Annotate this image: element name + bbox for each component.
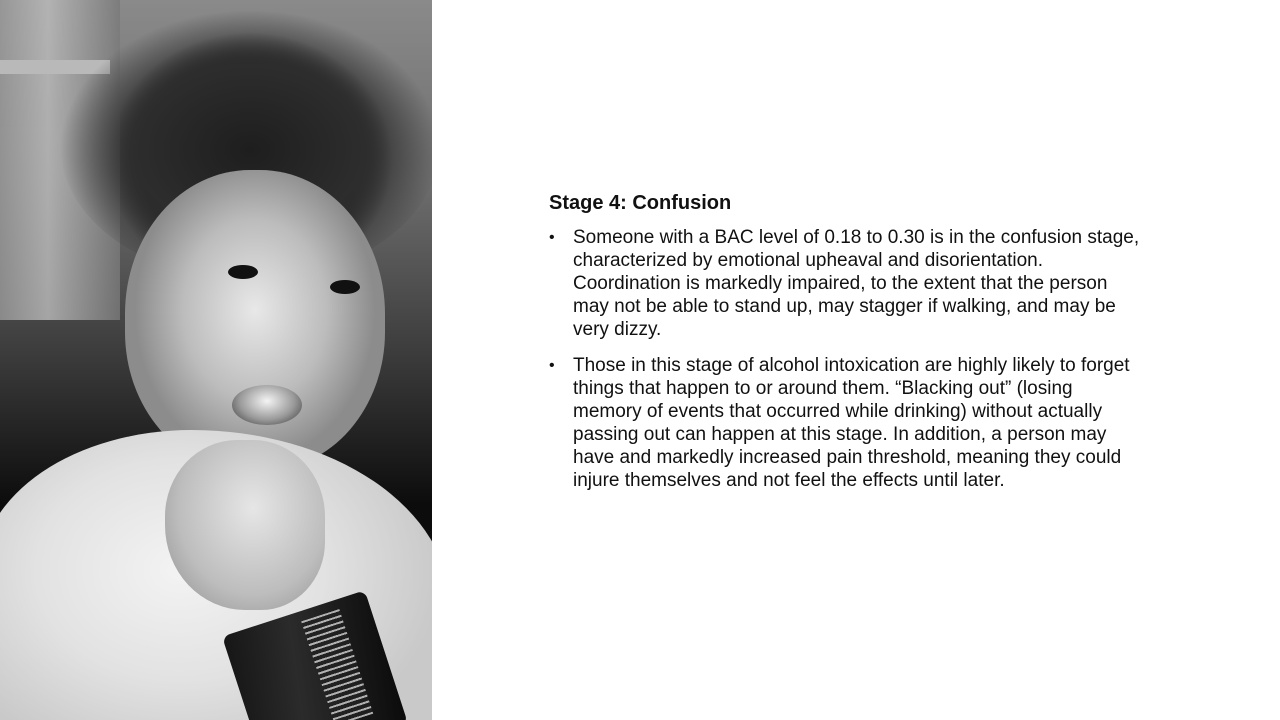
right-eye: [330, 280, 360, 294]
photo-girl-with-soda: [0, 0, 432, 720]
slide-content: [549, 190, 1149, 505]
left-eye: [228, 265, 258, 279]
bullet-text: Someone with a BAC level of 0.18 to 0.30 is in the confusion stage, characterized by emotional upheaval and disorientation. Coordination is markedly impaired, to the extent that the person may not be able to stand up, may stagger if walking, and may be very dizzy.: [573, 227, 1140, 340]
bullet-text: Those in this stage of alcohol intoxication are highly likely to forget things that happen to or around them. “Blacking out” (losing memory of events that occurred while drinking) without actually passing out can happen at this stage. In addition, a person may have and markedly increased pain threshold, meaning they could injure themselves and not feel the effects until later.: [573, 355, 1130, 491]
hand: [165, 440, 325, 610]
bullet-icon: •: [549, 229, 555, 246]
face: [125, 170, 385, 470]
slide-title: Stage 4: Confusion: [549, 192, 732, 214]
bullet-item: [549, 354, 1143, 492]
bullet-list: [549, 226, 1149, 492]
bullet-icon: •: [549, 357, 555, 374]
bullet-item: [549, 226, 1143, 341]
mouth: [232, 385, 302, 425]
